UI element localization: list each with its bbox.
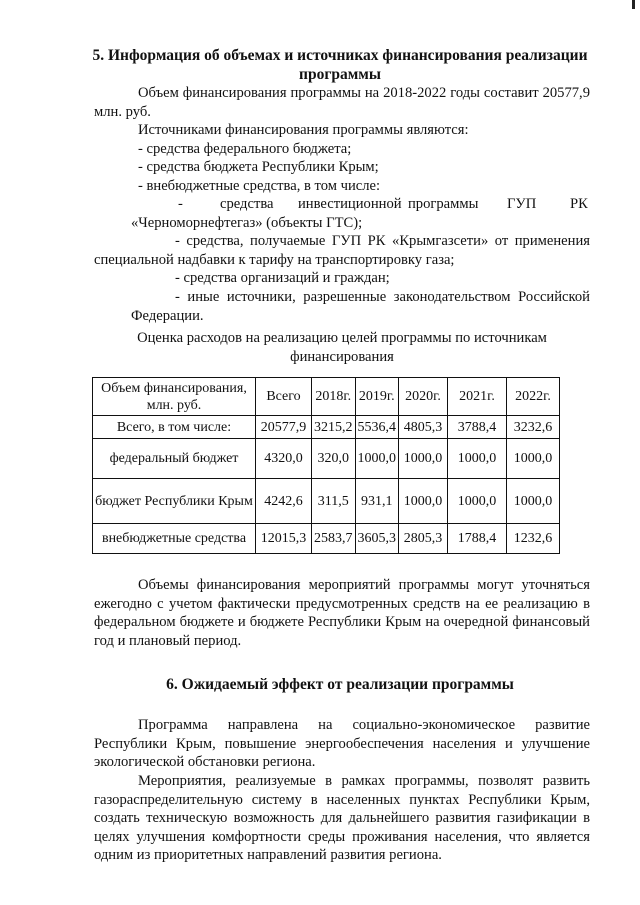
header-cell-2019: 2019г. (355, 378, 399, 416)
investment-dash: - (178, 196, 183, 212)
row-2020: 1000,0 (399, 479, 448, 524)
row-2018: 2583,7 (312, 524, 356, 554)
row-2021: 3788,4 (448, 416, 507, 439)
table-header-row (93, 378, 560, 416)
investment-word-2: инвестиционной (298, 196, 402, 212)
row-total: 4320,0 (256, 439, 312, 479)
row-total: 20577,9 (256, 416, 312, 439)
row-label: бюджет Республики Крым (93, 479, 256, 524)
row-2018: 311,5 (312, 479, 356, 524)
row-2019: 3605,3 (355, 524, 399, 554)
row-2022: 1000,0 (507, 479, 560, 524)
header-cell-2022: 2022г. (507, 378, 560, 416)
header-cell-2021: 2021г. (448, 378, 507, 416)
financing-table (92, 377, 560, 554)
section6-title: 6. Ожидаемый эффект от реализации программы (166, 676, 514, 693)
row-2021: 1000,0 (448, 439, 507, 479)
row-2018: 320,0 (312, 439, 356, 479)
row-total: 4242,6 (256, 479, 312, 524)
krymgaz-paragraph: - средства, получаемые ГУП РК «Крымгазсети» от применения специальной надбавки к тарифу на транспортировку газа; (94, 233, 590, 268)
row-2019: 1000,0 (355, 439, 399, 479)
header-cell-total: Всего (256, 378, 312, 416)
header-cell-2018: 2018г. (312, 378, 356, 416)
row-label: Всего, в том числе: (93, 416, 256, 439)
scan-edge-mark (632, 0, 635, 9)
other-sources-paragraph: - иные источники, разрешенные законодательством Российской Федерации. (131, 289, 590, 324)
section5-title (90, 46, 590, 84)
header-cell-label: Объем финансирования, млн. руб. (93, 378, 256, 416)
row-2020: 1000,0 (399, 439, 448, 479)
table-row (93, 439, 560, 479)
row-2019: 931,1 (355, 479, 399, 524)
volume-paragraph: Объем финансирования программы на 2018-2022 годы составит 20577,9 млн. руб. (94, 85, 590, 120)
row-2020: 4805,3 (399, 416, 448, 439)
investment-word-1: средства (220, 196, 274, 212)
section5-title-line2: программы (299, 66, 381, 83)
investment-word-5: РК (570, 196, 588, 212)
investment-word-3: программы (408, 196, 479, 212)
source-extrabudget: - внебюджетные средства, в том числе: (138, 178, 381, 194)
investment-word-4: ГУП (507, 196, 537, 212)
header-cell-2020: 2020г. (399, 378, 448, 416)
table-row (93, 479, 560, 524)
effect-paragraph-2: Мероприятия, реализуемые в рамках программы, позволят развить газораспределительную систему в населенных пунктах Республики Крым, создать техническую возможность для дальнейшего развития газификации в целях улучшения комфортности среды проживания населения, что является одним из приоритетных направлений развития региона. (94, 773, 590, 864)
row-total: 12015,3 (256, 524, 312, 554)
clarify-paragraph: Объемы финансирования мероприятий программы могут уточняться ежегодно с учетом фактически предусмотренных средств на ее реализацию в федеральном бюджете и бюджете Республики Крым на очередной финансовый год и плановый период. (94, 577, 590, 649)
row-2018: 3215,2 (312, 416, 356, 439)
row-label: внебюджетные средства (93, 524, 256, 554)
table-caption-line1: Оценка расходов на реализацию целей программы по источникам (137, 330, 547, 346)
table-row (93, 524, 560, 554)
row-2022: 1000,0 (507, 439, 560, 479)
effect-paragraph-1: Программа направлена на социально-экономическое развитие Республики Крым, повышение энергообеспечения населения и улучшение экологической обстановки региона. (94, 717, 590, 771)
row-2020: 2805,3 (399, 524, 448, 554)
sources-intro: Источниками финансирования программы являются: (138, 122, 469, 138)
table-caption-line2: финансирования (290, 348, 394, 365)
source-republic: - средства бюджета Республики Крым; (138, 159, 379, 175)
row-label: федеральный бюджет (93, 439, 256, 479)
row-2022: 3232,6 (507, 416, 560, 439)
source-federal: - средства федерального бюджета; (138, 141, 352, 157)
table-row (93, 416, 560, 439)
row-2022: 1232,6 (507, 524, 560, 554)
investment-line-2: «Черноморнефтегаз» (объекты ГТС); (131, 215, 363, 231)
organizations-line: - средства организаций и граждан; (175, 270, 390, 286)
row-2019: 5536,4 (355, 416, 399, 439)
section5-title-line1: 5. Информация об объемах и источниках финансирования реализации (92, 47, 588, 64)
row-2021: 1788,4 (448, 524, 507, 554)
table-caption (94, 329, 590, 366)
row-2021: 1000,0 (448, 479, 507, 524)
